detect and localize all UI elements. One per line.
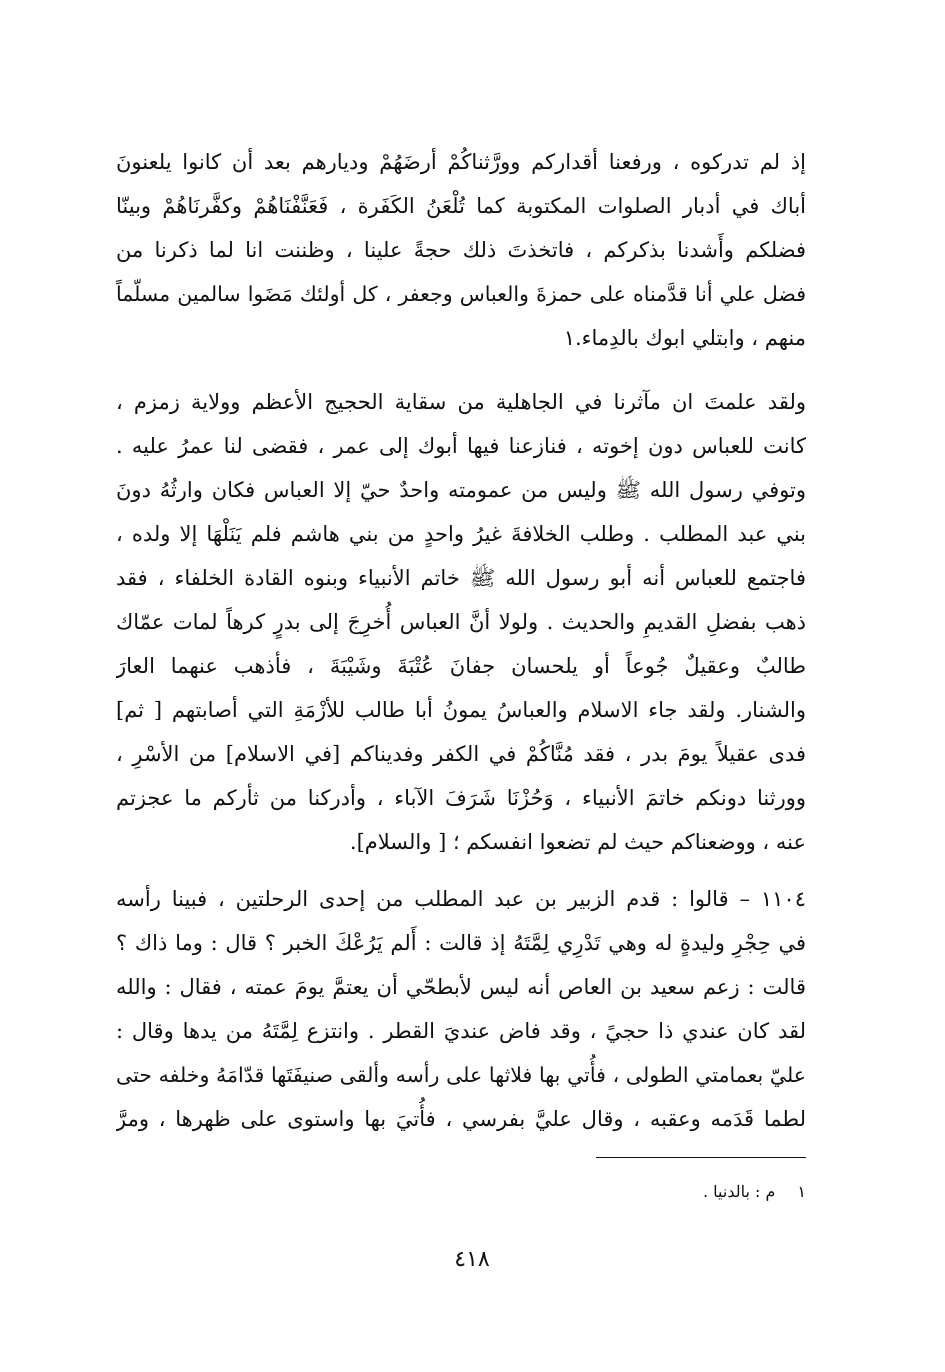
text-line: ذهب بفضلِ القديمِ والحديث . ولولا أنَّ العباس أُخرِجَ إلى بدرٍ كرهاً لمات عمّاك bbox=[116, 610, 806, 634]
footnote bbox=[520, 1172, 806, 1212]
paragraph-2 bbox=[116, 380, 806, 864]
text-line: بني عبد المطلب . وطلب الخلافةَ غيرُ واحدٍ من بني هاشم فلم يَنَلْهَا إلا ولده ، bbox=[116, 522, 806, 546]
text-line: وورثنا دونكم خاتمَ الأنبياء ، وَحُزْنَا شَرَفَ الآباء ، وأدركنا من ثأركم ما عجزتم bbox=[116, 786, 806, 810]
page-number: ٤١٨ bbox=[454, 1247, 490, 1272]
text-line: عليّ بعمامتي الطولى ، فأُتي بها فلاثها على رأسه وألقى صنيفَتَها قدّامَهُ وخلفه حتى bbox=[116, 1063, 806, 1087]
text-line: فضلكم وأَشدنا بذكركم ، فاتخذتَ ذلك حجةً علينا ، وظننت انا لما ذكرنا من bbox=[116, 238, 806, 262]
text-line: فاجتمع للعباس أنه أبو رسول الله ﷺ خاتم الأنبياء وبنوه القادة الخلفاء ، فقد bbox=[116, 566, 806, 590]
paragraph-1 bbox=[116, 140, 806, 360]
text-line: فضل علي أنا قدَّمناه على حمزةَ والعباس وجعفر ، كل أولئك مَضَوا سالمين مسلّماً bbox=[116, 282, 806, 306]
text-line: ١١٠٤ – قالوا : قدم الزبير بن عبد المطلب من إحدى الرحلتين ، فبينا رأسه bbox=[116, 887, 806, 911]
text-line: لقد كان عندي ذا حجيً ، وقد فاض عنديَ القطر . وانتزع لِمَّتَهُ من يدها وقال : bbox=[116, 1019, 806, 1043]
text-line: طالبٌ وعقيلٌ جُوعاً أو يلحسان جفانَ عُتْبَةَ وشَيْبَةَ ، فأذهب عنهما العارَ bbox=[116, 654, 806, 678]
text-line: قالت : زعم سعيد بن العاص أنه ليس لأبطحّي أن يعتمَّ يومَ عمته ، فقال : والله bbox=[116, 975, 806, 999]
footnote-divider bbox=[596, 1157, 806, 1158]
text-line: منهم ، وابتلي ابوك بالدِماء.١ bbox=[563, 326, 806, 350]
text-line: عنه ، ووضعناكم حيث لم تضعوا انفسكم ؛ [ والسلام]. bbox=[349, 830, 806, 854]
paragraph-3 bbox=[116, 877, 806, 1141]
text-line: في حِجْرِ وليدةٍ له وهي تَدْرِي لِمَّتَهُ إذ قالت : أَلم يَرُعْكَ الخبر ؟ قال : وما ذاك ؟ bbox=[116, 931, 806, 955]
text-line: لطما قَدَمه وعقبه ، وقال عليَّ بفرسي ، فأُتيَ بها واستوى على ظهرها ، ومرَّ bbox=[116, 1107, 806, 1131]
text-line: والشنار. ولقد جاء الاسلام والعباسُ يمونُ أبا طالب للأزْمَةِ التي أصابتهم [ ثم] bbox=[116, 698, 806, 722]
text-line: فدى عقيلاً يومَ بدر ، فقد مُنَّاكُمْ في الكفر وفديناكم [في الاسلام] من الأسْرِ ، bbox=[116, 742, 806, 766]
text-line: كانت للعباس دون إخوته ، فنازعنا فيها أبوك إلى عمر ، فقضى لنا عمرُ عليه . bbox=[116, 434, 806, 458]
text-line: ولقد علمتَ ان مآثرنا في الجاهلية من سقاية الحجيج الأعظم وولاية زمزم ، bbox=[116, 390, 806, 414]
footnote-number: ١ bbox=[797, 1182, 806, 1201]
text-line: إذ لم تدركوه ، ورفعنا أقداركم وورَّثناكُمْ أرضَهُمْ وديارهم بعد أن كانوا يلعنونَ bbox=[116, 150, 806, 174]
footnote-text: م : بالدنيا . bbox=[703, 1182, 776, 1201]
text-line: أباك في أدبار الصلوات المكتوبة كما تُلْعَنُ الكَفَرة ، فَعَنَّفْنَاهُمْ وكفَّرنَاهُمْ وبينّا bbox=[116, 194, 806, 218]
text-line: وتوفي رسول الله ﷺ وليس من عمومته واحدٌ حيّ إلا العباس فكان وارثُهُ دونَ bbox=[116, 478, 806, 502]
